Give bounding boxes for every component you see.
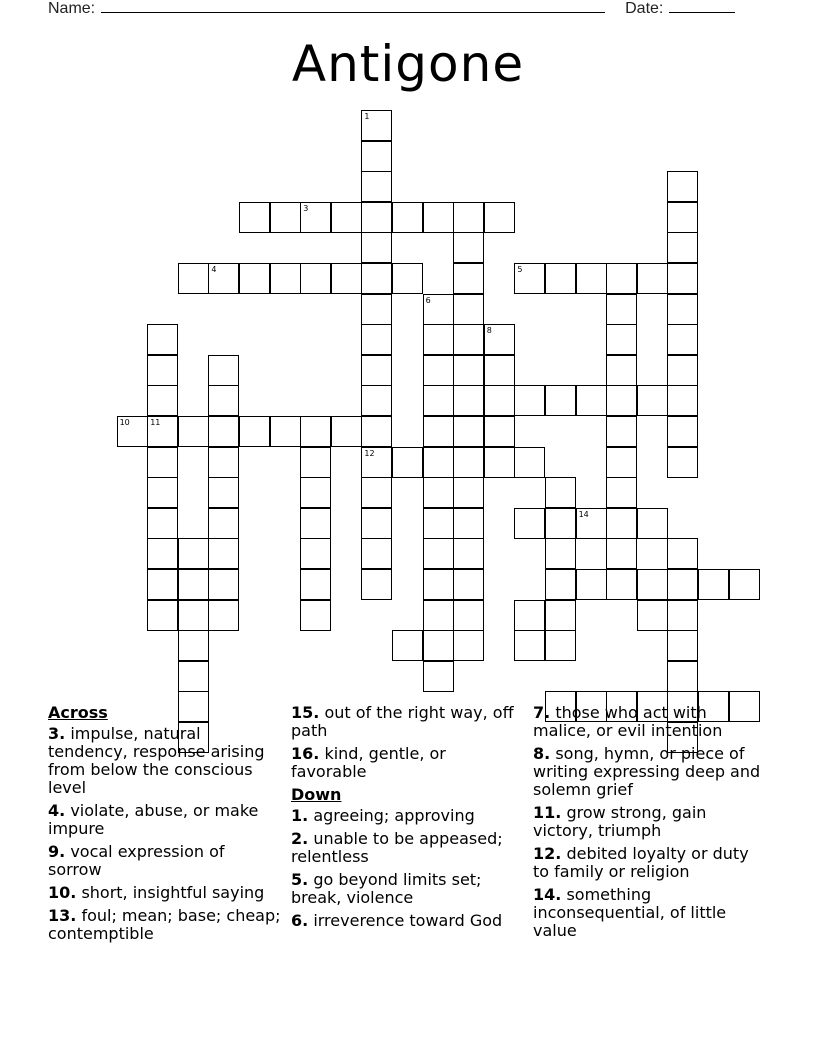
grid-cell[interactable] xyxy=(453,569,484,600)
grid-cell[interactable] xyxy=(576,385,607,416)
cell-number: 5 xyxy=(517,265,523,274)
grid-cell[interactable] xyxy=(667,294,698,325)
grid-cell[interactable] xyxy=(147,385,178,416)
grid-cell[interactable] xyxy=(270,416,301,447)
grid-cell[interactable] xyxy=(667,569,698,600)
grid-cell[interactable] xyxy=(545,569,576,600)
grid-cell[interactable] xyxy=(453,447,484,478)
clue-down-5 xyxy=(291,871,526,907)
grid-cell[interactable] xyxy=(606,324,637,355)
grid-cell[interactable] xyxy=(147,324,178,355)
across-heading: Across xyxy=(48,703,108,722)
grid-cell[interactable] xyxy=(453,508,484,539)
grid-cell[interactable] xyxy=(667,538,698,569)
grid-cell[interactable] xyxy=(453,538,484,569)
grid-cell[interactable] xyxy=(729,569,760,600)
grid-cell[interactable] xyxy=(545,263,576,294)
clue-text: irreverence toward God xyxy=(313,911,503,930)
grid-cell[interactable] xyxy=(361,141,392,172)
grid-cell[interactable] xyxy=(147,355,178,386)
clue-number: 13. xyxy=(48,906,77,925)
grid-cell[interactable] xyxy=(361,477,392,508)
grid-cell[interactable] xyxy=(514,385,545,416)
grid-cell[interactable] xyxy=(300,447,331,478)
clue-down-11 xyxy=(533,804,768,840)
clue-text: foul; mean; base; cheap; contemptible xyxy=(48,906,281,943)
clue-text: debited loyalty or duty to family or religion xyxy=(533,844,749,881)
grid-cell[interactable] xyxy=(423,294,454,325)
grid-cell[interactable] xyxy=(361,263,392,294)
clue-text: grow strong, gain victory, triumph xyxy=(533,803,707,840)
grid-cell[interactable] xyxy=(423,508,454,539)
grid-cell[interactable] xyxy=(453,385,484,416)
cell-number: 11 xyxy=(150,418,161,427)
grid-cell[interactable] xyxy=(178,569,209,600)
grid-cell[interactable] xyxy=(453,477,484,508)
grid-cell[interactable] xyxy=(361,202,392,233)
grid-cell[interactable] xyxy=(667,661,698,692)
clue-text: something inconsequential, of little value xyxy=(533,885,727,940)
grid-cell[interactable] xyxy=(300,263,331,294)
grid-cell[interactable] xyxy=(576,263,607,294)
grid-cell[interactable] xyxy=(484,202,515,233)
grid-cell[interactable] xyxy=(423,385,454,416)
grid-cell[interactable] xyxy=(606,569,637,600)
grid-cell[interactable] xyxy=(667,171,698,202)
grid-cell[interactable] xyxy=(606,416,637,447)
grid-cell[interactable] xyxy=(147,508,178,539)
grid-cell[interactable] xyxy=(514,630,545,661)
grid-cell[interactable] xyxy=(300,508,331,539)
clue-across-13 xyxy=(48,907,283,943)
date-label: Date: xyxy=(625,0,664,17)
clue-across-15 xyxy=(291,704,526,740)
clue-down-12 xyxy=(533,845,768,881)
grid-cell[interactable] xyxy=(514,508,545,539)
grid-cell[interactable] xyxy=(239,202,270,233)
grid-cell[interactable] xyxy=(361,171,392,202)
grid-cell[interactable] xyxy=(208,355,239,386)
clue-down-8 xyxy=(533,745,768,799)
clue-number: 1. xyxy=(291,806,309,825)
grid-cell[interactable] xyxy=(667,324,698,355)
grid-cell[interactable] xyxy=(606,447,637,478)
name-label: Name: xyxy=(48,0,96,17)
grid-cell[interactable] xyxy=(208,538,239,569)
grid-cell[interactable] xyxy=(667,263,698,294)
grid-cell[interactable] xyxy=(667,600,698,631)
grid-cell[interactable] xyxy=(300,202,331,233)
grid-cell[interactable] xyxy=(423,355,454,386)
grid-cell[interactable] xyxy=(576,569,607,600)
clue-text: song, hymn, or piece of writing expressing deep and solemn grief xyxy=(533,744,761,799)
grid-cell[interactable] xyxy=(484,416,515,447)
clue-down-2 xyxy=(291,830,526,866)
grid-cell[interactable] xyxy=(453,232,484,263)
grid-cell[interactable] xyxy=(423,630,454,661)
grid-cell[interactable] xyxy=(208,263,239,294)
page-title: Antigone xyxy=(291,35,525,93)
grid-cell[interactable] xyxy=(637,263,668,294)
grid-cell[interactable] xyxy=(300,538,331,569)
grid-cell[interactable] xyxy=(545,508,576,539)
grid-cell[interactable] xyxy=(117,416,148,447)
grid-cell[interactable] xyxy=(453,324,484,355)
grid-cell[interactable] xyxy=(667,416,698,447)
grid-cell[interactable] xyxy=(361,416,392,447)
grid-cell[interactable] xyxy=(300,477,331,508)
grid-cell[interactable] xyxy=(423,600,454,631)
clue-number: 15. xyxy=(291,703,320,722)
grid-cell[interactable] xyxy=(423,416,454,447)
clue-across-16 xyxy=(291,745,526,781)
grid-cell[interactable] xyxy=(453,294,484,325)
grid-cell[interactable] xyxy=(178,661,209,692)
clue-text: kind, gentle, or favorable xyxy=(291,744,446,781)
clue-down-6 xyxy=(291,912,526,930)
grid-cell[interactable] xyxy=(331,416,362,447)
clue-down-1 xyxy=(291,807,526,825)
grid-cell[interactable] xyxy=(361,385,392,416)
grid-cell[interactable] xyxy=(484,355,515,386)
grid-cell[interactable] xyxy=(606,538,637,569)
cell-number: 14 xyxy=(578,509,589,519)
grid-cell[interactable] xyxy=(545,600,576,631)
grid-cell[interactable] xyxy=(606,263,637,294)
clues-column-1 xyxy=(48,704,283,948)
grid-cell[interactable] xyxy=(637,569,668,600)
grid-cell[interactable] xyxy=(453,416,484,447)
cell-number: 8 xyxy=(486,326,492,336)
cell-number: 10 xyxy=(119,418,130,427)
grid-cell[interactable] xyxy=(667,232,698,263)
grid-cell[interactable] xyxy=(667,202,698,233)
grid-cell[interactable] xyxy=(606,508,637,539)
grid-cell[interactable] xyxy=(423,569,454,600)
clue-text: violate, abuse, or make impure xyxy=(48,801,259,838)
grid-cell[interactable] xyxy=(423,447,454,478)
grid-cell[interactable] xyxy=(239,416,270,447)
cell-number: 4 xyxy=(211,265,217,274)
cell-number: 12 xyxy=(364,448,375,458)
grid-cell[interactable] xyxy=(453,600,484,631)
grid-cell[interactable] xyxy=(453,202,484,233)
clue-text: vocal expression of sorrow xyxy=(48,842,225,879)
grid-cell[interactable] xyxy=(208,385,239,416)
grid-cell[interactable] xyxy=(545,385,576,416)
grid-cell[interactable] xyxy=(453,263,484,294)
grid-cell[interactable] xyxy=(606,477,637,508)
grid-cell[interactable] xyxy=(637,385,668,416)
clues-column-3 xyxy=(533,704,768,945)
cell-number: 3 xyxy=(303,203,309,213)
grid-cell[interactable] xyxy=(667,630,698,661)
grid-cell[interactable] xyxy=(667,355,698,386)
grid-cell[interactable] xyxy=(361,294,392,325)
clue-number: 7. xyxy=(533,703,551,722)
clue-number: 9. xyxy=(48,842,66,861)
grid-cell[interactable] xyxy=(147,600,178,631)
grid-cell[interactable] xyxy=(606,355,637,386)
grid-cell[interactable] xyxy=(147,416,178,447)
clue-number: 16. xyxy=(291,744,320,763)
clue-text: unable to be appeased; relentless xyxy=(291,829,503,866)
grid-cell[interactable] xyxy=(545,630,576,661)
grid-cell[interactable] xyxy=(606,385,637,416)
grid-cell[interactable] xyxy=(147,447,178,478)
cell-number: 1 xyxy=(364,112,370,121)
grid-cell[interactable] xyxy=(392,202,423,233)
grid-cell[interactable] xyxy=(300,569,331,600)
grid-cell[interactable] xyxy=(361,569,392,600)
grid-cell[interactable] xyxy=(178,600,209,631)
grid-cell[interactable] xyxy=(239,263,270,294)
clue-across-10 xyxy=(48,884,283,902)
grid-cell[interactable] xyxy=(667,385,698,416)
clues-column-2 xyxy=(291,704,526,935)
clue-across-4 xyxy=(48,802,283,838)
grid-cell[interactable] xyxy=(270,202,301,233)
grid-cell[interactable] xyxy=(423,661,454,692)
grid-cell[interactable] xyxy=(637,600,668,631)
grid-cell[interactable] xyxy=(392,447,423,478)
grid-cell[interactable] xyxy=(361,447,392,478)
grid-cell[interactable] xyxy=(208,447,239,478)
grid-cell[interactable] xyxy=(361,110,392,141)
clue-across-9 xyxy=(48,843,283,879)
grid-cell[interactable] xyxy=(147,569,178,600)
grid-cell[interactable] xyxy=(361,355,392,386)
clue-text: short, insightful saying xyxy=(81,883,265,902)
grid-cell[interactable] xyxy=(423,538,454,569)
clue-text: those who act with malice, or evil intention xyxy=(533,703,723,740)
grid-cell[interactable] xyxy=(698,569,729,600)
clue-across-3 xyxy=(48,725,283,797)
grid-cell[interactable] xyxy=(331,202,362,233)
grid-cell[interactable] xyxy=(361,232,392,263)
grid-cell[interactable] xyxy=(147,477,178,508)
clue-number: 6. xyxy=(291,911,309,930)
cell-number: 6 xyxy=(425,295,431,305)
grid-cell[interactable] xyxy=(514,447,545,478)
clue-number: 11. xyxy=(533,803,562,822)
grid-cell[interactable] xyxy=(606,294,637,325)
grid-cell[interactable] xyxy=(392,630,423,661)
clue-text: agreeing; approving xyxy=(313,806,475,825)
grid-cell[interactable] xyxy=(545,538,576,569)
grid-cell[interactable] xyxy=(178,630,209,661)
grid-cell[interactable] xyxy=(208,416,239,447)
grid-cell[interactable] xyxy=(178,263,209,294)
grid-cell[interactable] xyxy=(178,416,209,447)
clue-number: 10. xyxy=(48,883,77,902)
grid-cell[interactable] xyxy=(361,324,392,355)
grid-cell[interactable] xyxy=(208,477,239,508)
clue-down-7 xyxy=(533,704,768,740)
clue-down-14 xyxy=(533,886,768,940)
grid-cell[interactable] xyxy=(423,202,454,233)
clue-number: 2. xyxy=(291,829,309,848)
grid-cell[interactable] xyxy=(208,600,239,631)
grid-cell[interactable] xyxy=(178,538,209,569)
grid-cell[interactable] xyxy=(453,355,484,386)
grid-cell[interactable] xyxy=(270,263,301,294)
grid-cell[interactable] xyxy=(208,508,239,539)
clue-number: 8. xyxy=(533,744,551,763)
grid-cell[interactable] xyxy=(300,416,331,447)
grid-cell[interactable] xyxy=(667,447,698,478)
grid-cell[interactable] xyxy=(423,324,454,355)
grid-cell[interactable] xyxy=(147,538,178,569)
grid-cell[interactable] xyxy=(208,569,239,600)
grid-cell[interactable] xyxy=(576,508,607,539)
clue-number: 14. xyxy=(533,885,562,904)
grid-cell[interactable] xyxy=(361,508,392,539)
grid-cell[interactable] xyxy=(361,538,392,569)
grid-cell[interactable] xyxy=(514,263,545,294)
clue-number: 12. xyxy=(533,844,562,863)
grid-cell[interactable] xyxy=(423,477,454,508)
grid-cell[interactable] xyxy=(300,600,331,631)
clue-number: 3. xyxy=(48,724,66,743)
grid-cell[interactable] xyxy=(453,630,484,661)
down-heading: Down xyxy=(291,785,342,804)
clue-number: 4. xyxy=(48,801,66,820)
grid-cell[interactable] xyxy=(545,477,576,508)
grid-cell[interactable] xyxy=(484,447,515,478)
clue-text: out of the right way, off path xyxy=(291,703,514,740)
grid-cell[interactable] xyxy=(392,263,423,294)
grid-cell[interactable] xyxy=(637,508,668,539)
clue-text: go beyond limits set; break, violence xyxy=(291,870,482,907)
clue-text: impulse, natural tendency, response arising from below the conscious level xyxy=(48,724,265,797)
grid-cell[interactable] xyxy=(484,324,515,355)
grid-cell[interactable] xyxy=(331,263,362,294)
grid-cell[interactable] xyxy=(484,385,515,416)
grid-cell[interactable] xyxy=(514,600,545,631)
clue-number: 5. xyxy=(291,870,309,889)
